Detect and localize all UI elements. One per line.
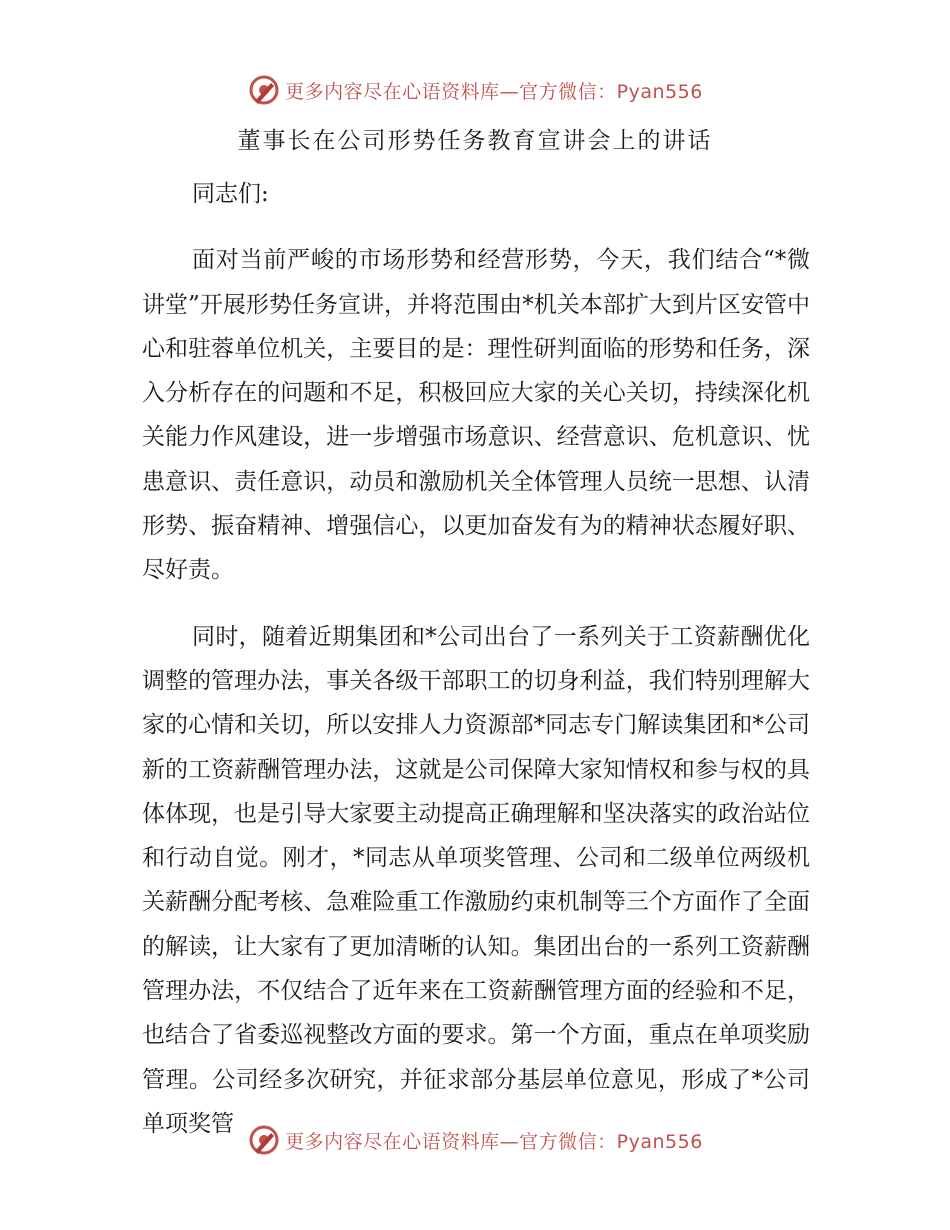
banner-text: 更多内容尽在心语资料库—官方微信：Pyan556 xyxy=(285,1130,703,1153)
brand-logo-icon xyxy=(247,73,281,107)
banner-text: 更多内容尽在心语资料库—官方微信：Pyan556 xyxy=(285,80,703,103)
header-watermark-banner xyxy=(0,70,950,110)
paragraph-1: 面对当前严峻的市场形势和经营形势，今天，我们结合“*微讲堂”开展形势任务宣讲，并将范围由*机关本部扩大到片区安管中心和驻蓉单位机关，主要目的是：理性研判面临的形势和任务，深入分析存在的问题和不足，积极回应大家的关心关切，持续深化机关能力作风建设，进一步增强市场意识、经营意识、危机意识、忧患意识、责任意识，动员和激励机关全体管理人员统一思想、认清形势、振奋精神、增强信心，以更加奋发有为的精神状态履好职、尽好责。 xyxy=(142,247,810,584)
footer-watermark-banner xyxy=(0,1120,950,1160)
brand-logo-icon xyxy=(247,1123,281,1157)
page-title: 董事长在公司形势任务教育宣讲会上的讲话 xyxy=(237,128,713,154)
document-body xyxy=(142,172,810,1168)
paragraph-2: 同时，随着近期集团和*公司出台了一系列关于工资薪酬优化调整的管理办法，事关各级干部职工的切身利益，我们特别理解大家的心情和关切，所以安排人力资源部*同志专门解读集团和*公司新的工资薪酬管理办法，这就是公司保障大家知情权和参与权的具体体现，也是引导大家要主动提高正确理解和坚决落实的政治站位和行动自觉。刚才，*同志从单项奖管理、公司和二级单位两级机关薪酬分配考核、急难险重工作激励约束机制等三个方面作了全面的解读，让大家有了更加清晰的认知。集团出台的一系列工资薪酬管理办法，不仅结合了近年来在工资薪酬管理方面的经验和不足，也结合了省委巡视整改方面的要求。第一个方面，重点在单项奖励管理。公司经多次研究，并征求部分基层单位意见，形成了*公司单项奖管 xyxy=(142,623,810,1137)
salutation: 同志们: xyxy=(192,181,269,207)
